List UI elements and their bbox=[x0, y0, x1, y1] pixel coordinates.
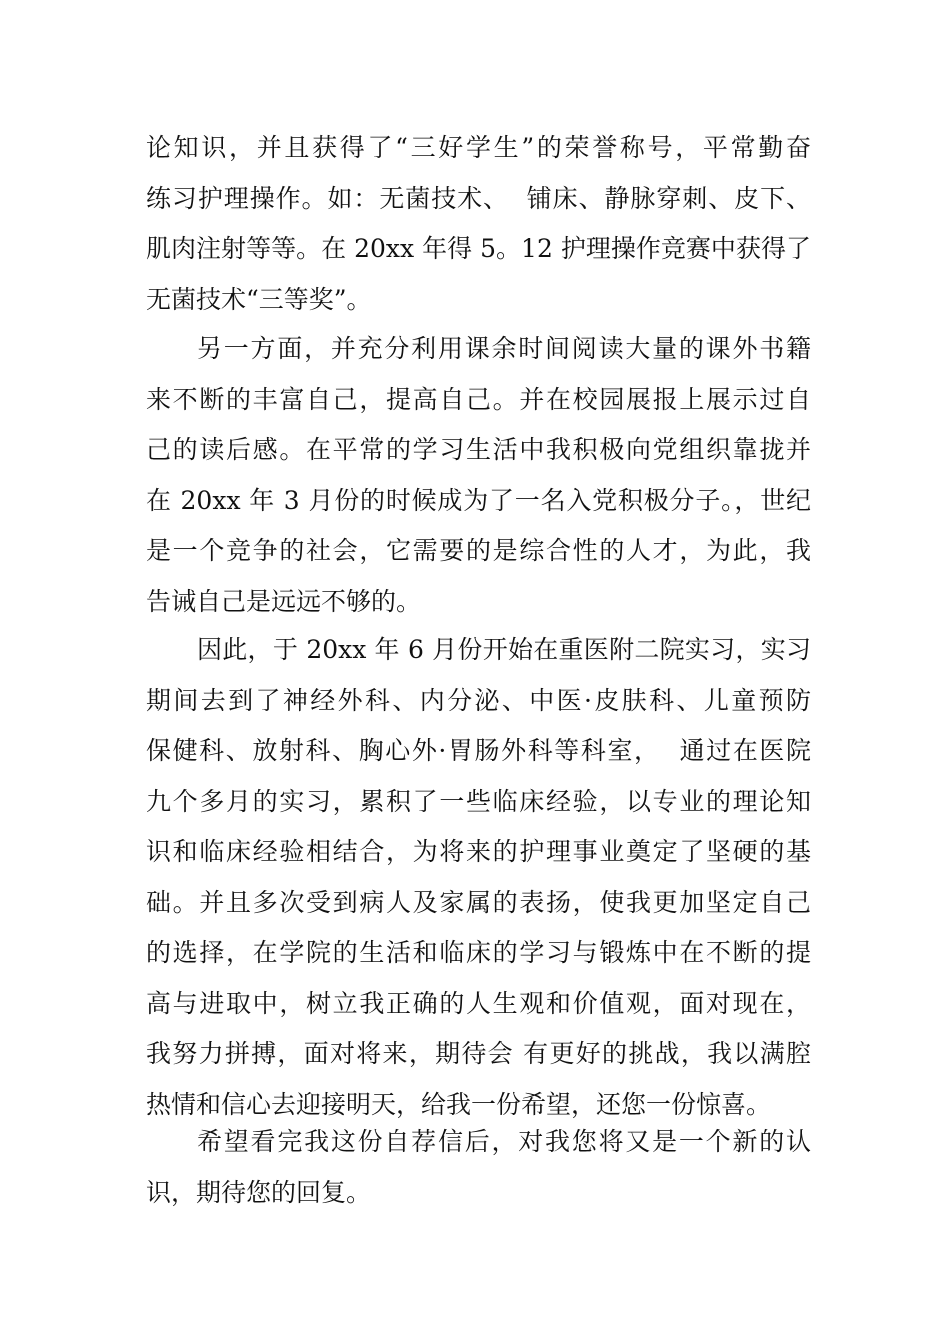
paragraph-closing bbox=[146, 1117, 811, 1218]
text-line: 热情和信心去迎接明天，给我一份希望，还您一份惊喜。 bbox=[146, 1089, 772, 1119]
text-line: 来不断的丰富自己，提高自己。并在校园展报上展示过自 bbox=[146, 384, 811, 414]
text-line: 无菌技术“三等奖”。 bbox=[146, 284, 372, 314]
text-line: 告诫自己是远远不够的。 bbox=[146, 586, 422, 616]
text-line: 因此，于 20xx 年 6 月份开始在重医附二院实习，实习 bbox=[197, 635, 811, 664]
text-line: 希望看完我这份自荐信后，对我您将又是一个新的认 bbox=[197, 1127, 811, 1156]
paragraph-honors bbox=[146, 123, 811, 325]
text-line: 础。并且多次受到病人及家属的表扬，使我更加坚定自己 bbox=[146, 887, 811, 917]
text-line: 肌肉注射等等。在 20xx 年得 5。12 护理操作竞赛中获得了 bbox=[146, 234, 811, 263]
text-line: 我努力拼搏，面对将来，期待会 有更好的挑战，我以满腔 bbox=[146, 1039, 811, 1068]
text-line: 期间去到了神经外科、内分泌、中医·皮肤科、儿童预防 bbox=[146, 685, 811, 715]
text-line: 保健科、放射科、胸心外·胃肠外科等科室， 通过在医院 bbox=[146, 736, 811, 765]
paragraph-internship bbox=[146, 625, 811, 1130]
text-line: 高与进取中，树立我正确的人生观和价值观，面对现在， bbox=[146, 988, 811, 1018]
text-line: 识，期待您的回复。 bbox=[146, 1177, 372, 1207]
text-line: 的选择，在学院的生活和临床的学习与锻炼中在不断的提 bbox=[146, 938, 811, 967]
text-line: 练习护理操作。如：无菌技术、 铺床、静脉穿刺、皮下、 bbox=[146, 183, 811, 213]
text-line: 在 20xx 年 3 月份的时候成为了一名入党积极分子。，世纪 bbox=[146, 485, 811, 515]
text-line: 另一方面，并充分利用课余时间阅读大量的课外书籍 bbox=[197, 334, 811, 363]
text-line: 论知识，并且获得了“三好学生”的荣誉称号，平常勤奋 bbox=[146, 133, 811, 162]
paragraph-reading bbox=[146, 324, 811, 627]
text-line: 九个多月的实习，累积了一些临床经验，以专业的理论知 bbox=[146, 786, 811, 816]
text-line: 是一个竞争的社会，它需要的是综合性的人才，为此，我 bbox=[146, 536, 811, 565]
text-line: 识和临床经验相结合，为将来的护理事业奠定了坚硬的基 bbox=[146, 837, 811, 866]
text-line: 己的读后感。在平常的学习生活中我积极向党组织靠拢并 bbox=[146, 435, 811, 464]
